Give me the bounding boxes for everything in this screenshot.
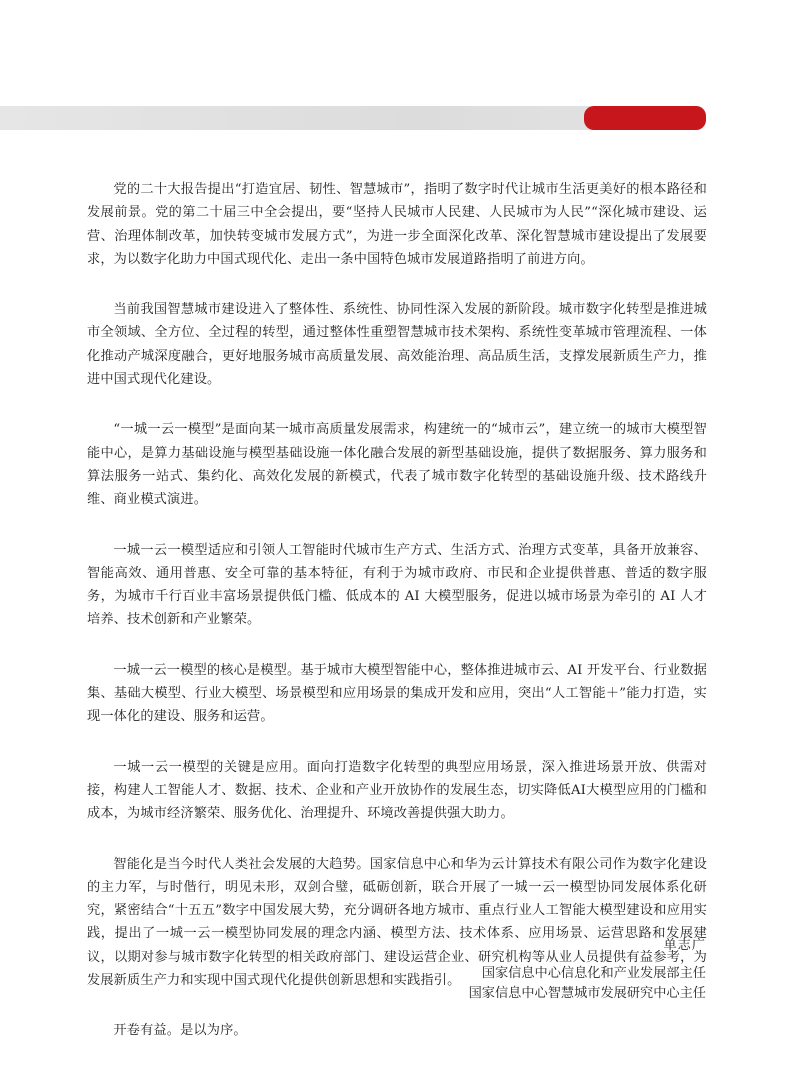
paragraph-6: 一城一云一模型的关键是应用。面向打造数字化转型的典型应用场景，深入推进场景开放、供需对接，构建人工智能人才、数据、技术、企业和产业开放协作的发展生态，切实降低AI大模型应用的门槛和成本，为城市经济繁荣、服务优化、治理提升、环境改善提供强大助力。 xyxy=(87,759,707,822)
paragraph-7: 智能化是当今时代人类社会发展的大趋势。国家信息中心和华为云计算技术有限公司作为数字化建设的主力军，与时偕行，明见未形，双剑合璧，砥砺创新，联合开展了一城一云一模型协同发展体系化研究，紧密结合“十五五”数字中国发展大势，充分调研各地方城市、重点行业人工智能大模型建设和应用实践，提出了一城一云一模型协同发展的理念内涵、模型方法、技术体系、应用场景、运营思路和发展建议，以期对参与城市数字化转型的相关政府部门、建设运营企业、研究机构等从业人员提供有益参考，为发展新质生产力和实现中国式现代化提供创新思想和实践指引。 xyxy=(87,856,707,989)
author-title-2: 国家信息中心智慧城市发展研究中心主任 xyxy=(468,986,706,1001)
paragraph-2: 当前我国智慧城市建设进入了整体性、系统性、协同性深入发展的新阶段。城市数字化转型是推进城市全领域、全方位、全过程的转型，通过整体性重塑智慧城市技术架构、系统性变革城市管理流程、一体化推动产城深度融合，更好地服务城市高质量发展、高效能治理、高品质生活，支撑发展新质生产力，推进中国式现代化建设。 xyxy=(87,302,707,388)
header-red-tab xyxy=(584,106,706,130)
author-name: 单志广 xyxy=(663,938,706,953)
paragraph-3: “一城一云一模型”是面向某一城市高质量发展需求，构建统一的“城市云”，建立统一的城市大模型智能中心，是算力基础设施与模型基础设施一体化融合发展的新型基础设施，提供了数据服务、算力服务和算法服务一站式、集约化、高效化发展的新模式，代表了城市数字化转型的基础设施升级、技术路线升维、商业模式演进。 xyxy=(87,422,707,508)
paragraph-4: 一城一云一模型适应和引领人工智能时代城市生产方式、生活方式、治理方式变革，具备开放兼容、智能高效、通用普惠、安全可靠的基本特征，有利于为城市政府、市民和企业提供普惠、普适的数字服务，为城市千行百业丰富场景提供低门槛、低成本的 AI 大模型服务，促进以城市场景为牵引的 AI 人才培养、技术创新和产业繁荣。 xyxy=(87,542,707,628)
paragraph-1: 党的二十大报告提出“打造宜居、韧性、智慧城市”，指明了数字时代让城市生活更美好的根本路径和发展前景。党的第二十届三中全会提出，要“坚持人民城市人民建、人民城市为人民”“深化城市建设、运营、治理体制改革，加快转变城市发展方式”，为进一步全面深化改革、深化智慧城市建设提出了发展要求，为以数字化助力中国式现代化、走出一条中国特色城市发展道路指明了前进方向。 xyxy=(87,182,707,267)
paragraph-5: 一城一云一模型的核心是模型。基于城市大模型智能中心，整体推进城市云、AI 开发平台、行业数据集、基础大模型、行业大模型、场景模型和应用场景的集成开发和应用，突出“人工智能＋”能力打造，实现一体化的建设、服务和运营。 xyxy=(87,662,707,725)
closing-line: 开卷有益。是以为序。 xyxy=(113,1023,247,1039)
signature-block xyxy=(469,934,706,1004)
author-title-1: 国家信息中心信息化和产业发展部主任 xyxy=(481,966,706,981)
